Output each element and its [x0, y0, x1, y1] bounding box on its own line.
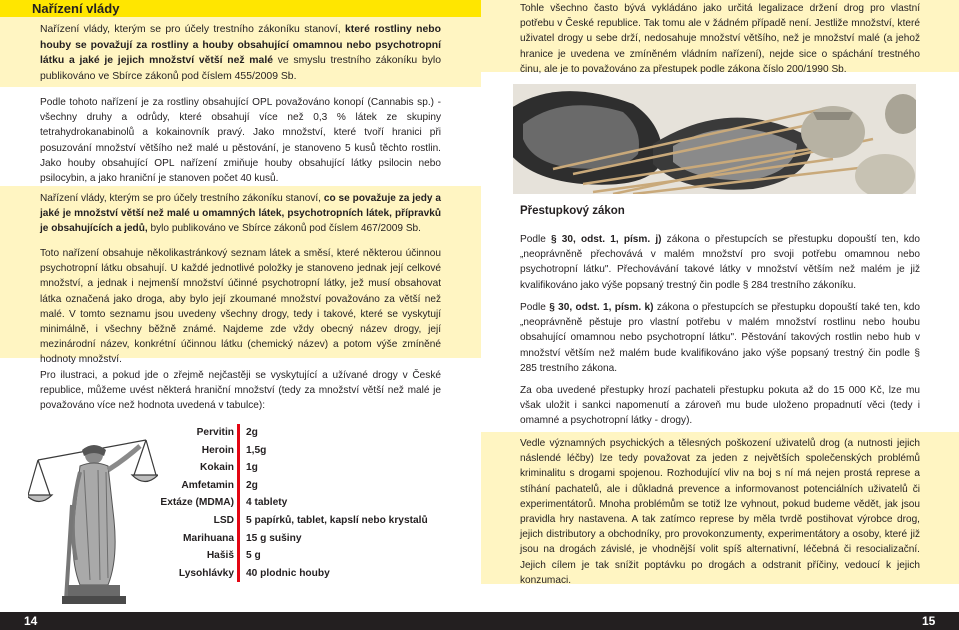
text-run: zákona o přestupcích se přestupku dopouští ten, kdo „neoprávněně přechovává v malém množství pro svoji potřebu omamnou nebo psychotropní látku". Přechovávání takové látky v množství větším než malém je již kvalifikováno jako výše popsaný trestný čin podle § 284 trestního zákoníku. — [520, 234, 920, 291]
page-number-right: 15 — [922, 614, 936, 628]
text-run: Podle — [520, 302, 550, 313]
page-number-left: 14 — [24, 614, 38, 628]
legalization-paragraph: Tohle všechno často bývá vykládáno jako určitá legalizace držení drog pro vlastní potřebu v České republice. Tak tomu ale v žádném případě není. Jestliže množství, které uživatel drogy u sebe drží, nedosahuje množství většího, než je množství malé (a jehož hranice je uvedena ve zmíněném vládním nařízení), nejde sice o spáchání trestného činu, ale je to považováno za přestupek podle zákona číslo 200/1990 Sb. — [520, 3, 920, 75]
substance-threshold: 4 tablety — [246, 497, 288, 509]
text-run: Nařízení vlády, kterým se pro účely trestního zákoníku stanoví, — [40, 24, 346, 35]
substance-threshold: 2g — [246, 427, 258, 438]
substance-names — [130, 424, 234, 584]
text-run: které rostliny nebo houby se považují za rostliny a houby obsahující omamnou nebo psychotropní látku a jaké je jejich množství větší než malé — [40, 24, 441, 67]
text-run: § 30, odst. 1, písm. j) — [550, 234, 662, 245]
closing-paragraph: Vedle významných psychických a tělesných poškození uživatelů drog (a nutnosti jejich náslendé léčby) lze tedy považovat za jeden z největších společenských problémů kriminalitu s drogami spojenou. Rozhodující vliv na boj s ní má nejen prostá represe a stíhání pachatelů, ale i důkladná prevence a informovanost potenciálních uživatelů či experimentátorů. Mnoha problémům se totiž lze vyhnout, pokud budeme vědět, jak jsou pravidla hry nastavena. A tak zatímco represe by měla tvrdě postihovat výrobce drog, jejich distributory a obchodníky, pro provokonzumenty, experimentátory a osoby, které již jsou na drogách závislé, je vhodnější volit spíš alternativní, léčebná či resocializační. Jejich cílem je tak snížit poptávku po drogách a odstranit příčiny, vedoucí k jejich konzumaci. — [520, 438, 920, 586]
substance-name: Extáze (MDMA) — [160, 497, 234, 509]
table-divider — [237, 424, 240, 582]
plants-paragraph: Podle tohoto nařízení je za rostliny obsahující OPL považováno konopí (Cannabis sp.) - všechny druhy a odrůdy, které obsahují více než 0,3 % látek ze skupiny tetrahydrokanabinolů a kokainovník pravý. Jako množství, které tvoří hranici při posuzování množství většího než malé u pěstování, je stanoveno 5 kusů těchto rostlin. Jako houby obsahující OPL nařízení zmiňuje houby obsahující látky psilocin nebo psilocybin, a jako hraniční je stanoven počet 40 kusů. — [40, 97, 441, 185]
substance-name: Lysohlávky — [178, 567, 234, 579]
substance-threshold: 5 papírků, tablet, kapslí nebo krystalů — [246, 515, 428, 526]
substance-threshold: 1,5g — [246, 444, 267, 456]
section-heading: Přestupkový zákon — [520, 205, 625, 217]
text-run: ve smyslu trestního zákoníku bylo publikováno ve Sbírce zákonů pod číslem 455/2009 Sb. — [40, 55, 441, 82]
substance-name: Kokain — [200, 462, 234, 474]
substance-threshold: 5 g — [246, 550, 261, 562]
substances-paragraph — [40, 191, 441, 237]
substance-name: Amfetamin — [181, 479, 234, 491]
intro-paragraph — [40, 22, 441, 84]
threshold-table — [130, 424, 450, 584]
text-run: zákona o přestupcích se přestupku dopouští také ten, kdo „neoprávněně pěstuje pro vlastní potřebu v malém množství rostlinu nebo houbu obsahující omamnou nebo psychotropní látku". Pěstování takových rostlin nebo hub v množství větším než malém bude kvalifikováno jako výše popsaný trestný čin podle § 285 trestního zákona. — [520, 302, 921, 374]
substance-name: Heroin — [201, 444, 234, 456]
substance-name: LSD — [213, 515, 234, 526]
substance-name: Hašiš — [206, 550, 234, 562]
offence-paragraph-j — [520, 232, 920, 293]
substance-name: Marihuana — [183, 532, 234, 544]
text-run: Podle — [520, 234, 551, 245]
substance-threshold: 15 g sušiny — [246, 532, 302, 544]
text-run: Nařízení vlády, kterým se pro účely trestního zákoníku stanoví, — [40, 193, 324, 204]
illustration-paragraph: Pro ilustraci, a pokud jde o zřejmě nejčastěji se vyskytující a užívané drogy v České republice, můžeme uvést některá hraniční množství (tedy za množství větší než malé je považováno více než hodnota uvedená v tabulce): — [40, 370, 441, 412]
text-run: § 30, odst. 1, písm. k) — [549, 302, 654, 313]
substance-name: Pervitin — [196, 427, 234, 438]
title-bar — [0, 0, 481, 17]
substance-threshold: 40 plodnic houby — [246, 567, 330, 579]
penalty-paragraph: Za oba uvedené přestupky hrozí pachateli přestupku pokuta až do 15 000 Kč, lze mu však uložit i sankci napomenutí a zároveň mu bude uloženo propadnutí věci (tedy i omamné a psychotropní látky - drogy). — [520, 385, 920, 427]
substance-threshold: 1g — [246, 462, 258, 474]
handcuffs-poppy-photo — [513, 84, 916, 194]
text-run: co se považuje za jedy a jaké je množství větší než malé u omamných látek, psychotropních látek, přípravků je obsahujících a jedů, — [40, 193, 441, 235]
list-paragraph: Toto nařízení obsahuje několikastránkový seznam látek a směsí, které některou účinnou psychotropní látku obsahují. U každé jednotlivé položky je stanoveno jednak její celkové množství, a jednak i nejmenší množství účinné psychotropní látky, jež musí obsahovat látka označená jako droga, aby bylo její zkoumané množství považováno za větší než malé. V tomto seznamu jsou uvedeny všechny drogy, tedy i takové, které se vyskytují minimálně, i všechny běžně známé. Najdeme zde vždy obecný název drogy, její mezinárodní název, konkrétní účinnou látku (chemický název) a potom výše zmíněné hodnoty množství. — [40, 248, 441, 366]
substance-values — [246, 424, 456, 584]
substance-threshold: 2g — [246, 479, 258, 491]
offence-paragraph-k — [520, 300, 920, 376]
page-footer — [0, 612, 959, 630]
page-title: Nařízení vlády — [32, 1, 120, 16]
text-run: bylo publikováno ve Sbírce zákonů pod číslem 467/2009 Sb. — [147, 223, 421, 235]
